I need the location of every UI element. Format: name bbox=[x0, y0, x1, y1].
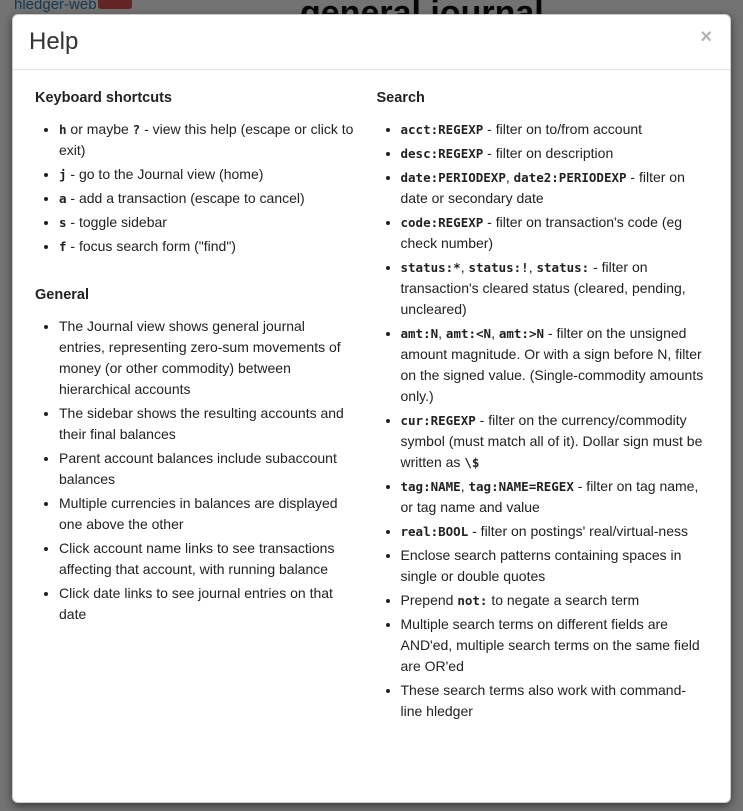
bullet-list bbox=[35, 119, 355, 257]
code-term: code:REGEXP bbox=[400, 214, 484, 230]
text-run: , bbox=[460, 258, 469, 275]
close-icon: × bbox=[700, 26, 712, 48]
code-term: f bbox=[59, 238, 67, 254]
list-item bbox=[401, 323, 707, 407]
text-run: Parent account balances include subaccount balances bbox=[59, 449, 337, 487]
bullet-list bbox=[377, 119, 707, 722]
text-run: , bbox=[491, 324, 499, 341]
list-item bbox=[401, 167, 707, 209]
help-column-left bbox=[35, 90, 373, 726]
text-run: - filter on the unsigned amount magnitude. Or with a sign before N, filter on the signed value. (Single-commodity amounts only.) bbox=[400, 324, 704, 404]
text-run: , bbox=[505, 168, 514, 185]
section-heading: General bbox=[35, 286, 89, 303]
code-term: amt:N bbox=[400, 325, 439, 341]
code-term: status:! bbox=[468, 259, 529, 275]
list-item bbox=[59, 236, 355, 257]
text-run: Click date links to see journal entries on that date bbox=[59, 584, 333, 622]
help-column-right bbox=[373, 90, 711, 726]
code-term: \$ bbox=[464, 454, 480, 470]
text-run: Enclose search patterns containing spaces in single or double quotes bbox=[400, 546, 682, 584]
text-run: - focus search form ("find") bbox=[66, 237, 236, 254]
code-term: amt:<N bbox=[445, 325, 492, 341]
code-term: date2:PERIODEXP bbox=[513, 169, 627, 185]
list-item bbox=[401, 521, 707, 542]
bullet-list bbox=[35, 316, 355, 625]
list-item bbox=[59, 119, 355, 161]
list-item bbox=[59, 188, 355, 209]
code-term: a bbox=[59, 190, 67, 206]
modal-title: Help bbox=[29, 28, 79, 55]
list-item bbox=[401, 590, 707, 611]
modal-header bbox=[13, 15, 730, 70]
code-term: date:PERIODEXP bbox=[400, 169, 506, 185]
text-run: These search terms also work with command-line hledger bbox=[400, 681, 687, 719]
text-run: Prepend bbox=[400, 591, 458, 608]
list-item bbox=[401, 119, 707, 140]
code-term: h bbox=[59, 121, 67, 137]
list-item bbox=[59, 316, 355, 400]
list-item bbox=[59, 448, 355, 490]
text-run: - filter on postings' real/virtual-ness bbox=[468, 522, 688, 539]
list-item bbox=[401, 257, 707, 320]
code-term: j bbox=[59, 166, 67, 182]
list-item bbox=[401, 614, 707, 677]
code-term: acct:REGEXP bbox=[400, 121, 484, 137]
text-run: - filter on to/from account bbox=[483, 120, 643, 137]
code-term: tag:NAME bbox=[400, 478, 461, 494]
text-run: or maybe bbox=[66, 120, 133, 137]
list-item bbox=[59, 164, 355, 185]
text-run: - filter on description bbox=[483, 144, 614, 161]
text-run: - filter on transaction's code (eg check number) bbox=[400, 213, 683, 251]
code-term: ? bbox=[132, 121, 141, 137]
list-item bbox=[59, 493, 355, 535]
code-term: tag:NAME=REGEX bbox=[468, 478, 574, 494]
text-run: - filter on the currency/commodity symbol (must match all of it). Dollar sign must be written as bbox=[400, 411, 703, 470]
list-item bbox=[401, 410, 707, 473]
list-item bbox=[59, 583, 355, 625]
text-run: - go to the Journal view (home) bbox=[66, 165, 264, 182]
code-term: s bbox=[59, 214, 67, 230]
section-heading: Search bbox=[376, 89, 425, 106]
text-run: - view this help (escape or click to exit) bbox=[59, 120, 354, 158]
text-run: Click account name links to see transactions affecting that account, with running balance bbox=[59, 539, 335, 577]
list-item bbox=[401, 212, 707, 254]
text-run: Multiple search terms on different fields are AND'ed, multiple search terms on the same field are OR'ed bbox=[400, 615, 700, 674]
help-modal bbox=[12, 14, 731, 803]
code-term: cur:REGEXP bbox=[400, 412, 476, 428]
list-item bbox=[401, 143, 707, 164]
section-heading: Keyboard shortcuts bbox=[35, 89, 172, 106]
text-run: - filter on tag name, or tag name and value bbox=[400, 477, 699, 515]
text-run: The sidebar shows the resulting accounts and their final balances bbox=[59, 404, 344, 442]
modal-body bbox=[13, 70, 730, 736]
code-term: amt:>N bbox=[498, 325, 545, 341]
list-item bbox=[59, 212, 355, 233]
text-run: to negate a search term bbox=[487, 591, 640, 608]
list-item bbox=[59, 403, 355, 445]
code-term: desc:REGEXP bbox=[400, 145, 484, 161]
list-item bbox=[59, 538, 355, 580]
text-run: , bbox=[528, 258, 537, 275]
list-item bbox=[401, 476, 707, 518]
close-button[interactable] bbox=[696, 25, 716, 49]
text-run: Multiple currencies in balances are displayed one above the other bbox=[59, 494, 338, 532]
text-run: , bbox=[460, 477, 469, 494]
list-item bbox=[401, 545, 707, 587]
list-item bbox=[401, 680, 707, 722]
code-term: not: bbox=[457, 592, 488, 608]
text-run: - add a transaction (escape to cancel) bbox=[66, 189, 305, 206]
text-run: - filter on date or secondary date bbox=[400, 168, 685, 206]
code-term: status:* bbox=[400, 259, 461, 275]
text-run: - filter on transaction's cleared status (cleared, pending, uncleared) bbox=[400, 258, 686, 317]
code-term: real:BOOL bbox=[400, 523, 469, 539]
text-run: The Journal view shows general journal entries, representing zero-sum movements of money (or other commodity) between hierarchical accounts bbox=[59, 317, 341, 397]
code-term: status: bbox=[536, 259, 590, 275]
text-run: - toggle sidebar bbox=[66, 213, 167, 230]
text-run: , bbox=[438, 324, 446, 341]
